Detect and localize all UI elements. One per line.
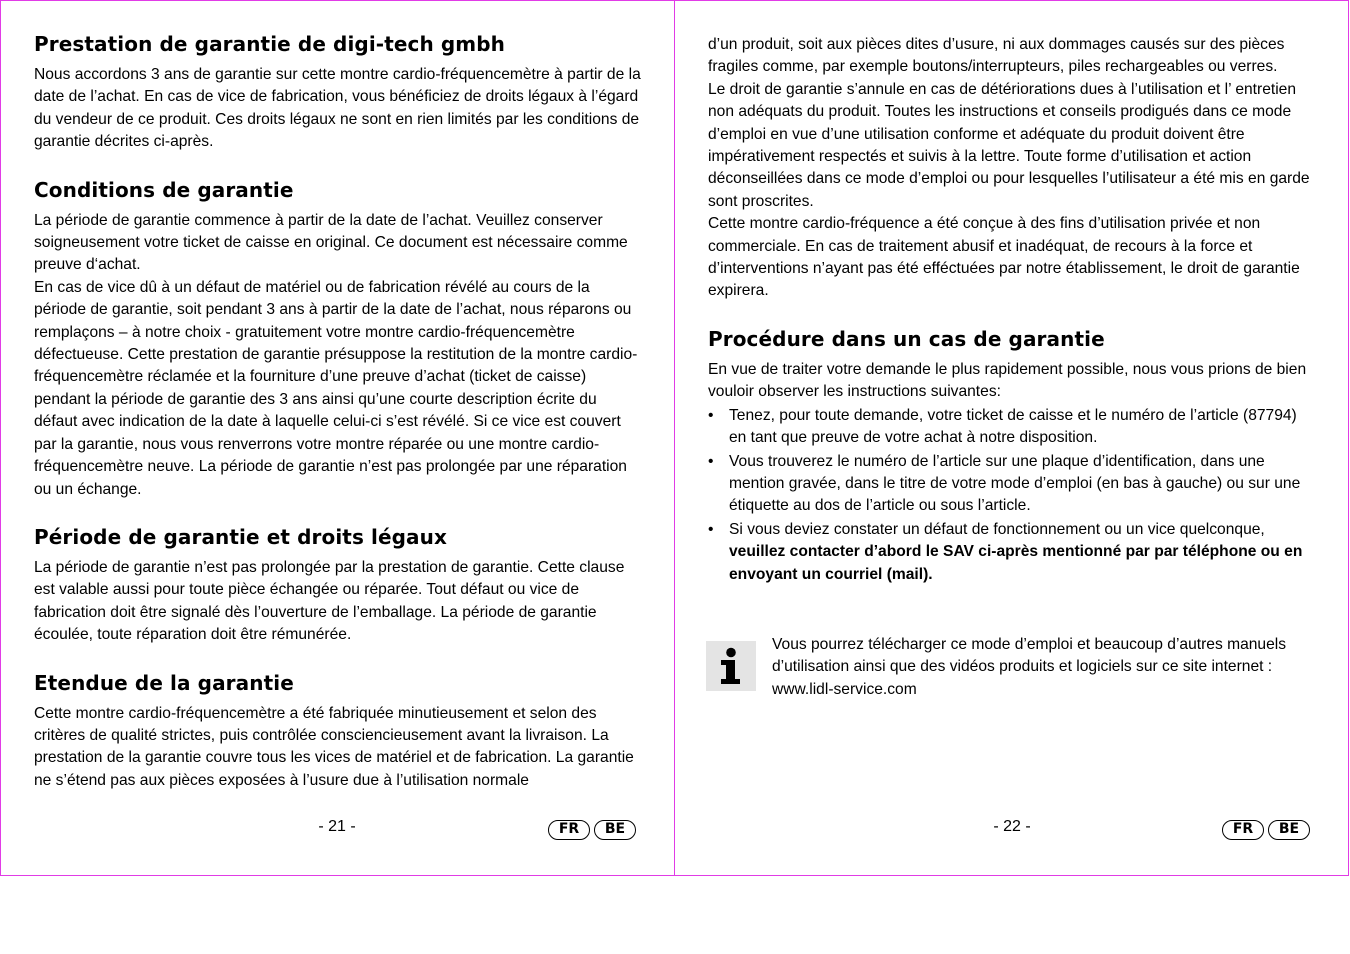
left-page: [0, 0, 674, 876]
section-procedure-garantie: [708, 325, 1318, 586]
bullet-item: [708, 405, 1318, 450]
info-note-url: www.lidl-service.com: [772, 680, 917, 698]
bullet-text: Si vous deviez constater un défaut de fonctionnement ou un vice quelconque,: [729, 520, 1265, 538]
bullet-item: [708, 451, 1318, 518]
info-note: [772, 634, 1332, 701]
country-badge-be: BE: [1268, 820, 1310, 840]
section-paragraph: Le droit de garantie s’annule en cas de détériorations dues à l’utilisation et l’ entretien non adéquats du produit. Toutes les instructions et conseils prodigués dans ce mode d’emploi en vue d’une utilisation conforme et adéquate du produit doivent être impérativement respectés et suivis à la lettre. Toute forme d’utilisation et action déconseillées dans ce mode d’emploi ou pour lesquelles l’utilisateur a été mis en garde sont proscrites.: [708, 80, 1310, 210]
section-paragraph: Cette montre cardio-fréquence a été conçue à des fins d’utilisation privée et non commerciale. En cas de traitement abusif et inadéquat, de recours à la force et d’interventions n’ayant pas été efféctuées par notre établissement, le droit de garantie expirera.: [708, 215, 1300, 300]
left-page-content: [34, 30, 644, 792]
bullet-marker: •: [708, 406, 714, 424]
section-prestation-garantie: [34, 30, 644, 154]
bullet-text: Vous trouverez le numéro de l’article sur une plaque d’identification, dans une mention gravée, dans le titre de votre mode d’emploi (en bas à gauche) ou sur une étiquette au dos de l’article ou sous l’article.: [729, 452, 1301, 515]
section-paragraph: La période de garantie commence à partir de la date de l’achat. Veuillez conserver soigneusement votre ticket de caisse en original. Ce document est nécessaire comme preuve d‘achat.: [34, 211, 628, 274]
section-heading: Conditions de garantie: [34, 177, 294, 202]
bullet-item: [708, 519, 1318, 586]
country-badges: [548, 820, 636, 840]
section-paragraph: Cette montre cardio-fréquencemètre a été fabriquée minutieusement et selon des critères de qualité strictes, puis contrôlée consciencieusement avant la livraison. La prestation de la garantie couvre tous les vices de matériel et de fabrication. La garantie ne s’étend pas aux pièces exposées à l’usure due à l’utilisation normale: [34, 704, 634, 789]
country-badges: [1222, 820, 1310, 840]
info-note-text: Vous pourrez télécharger ce mode d’emploi et beaucoup d’autres manuels d’utilisation ainsi que des vidéos produits et logiciels sur ce site internet :: [772, 636, 1287, 676]
section-heading: Etendue de la garantie: [34, 670, 294, 695]
bullet-text-emphasis: veuillez contacter d’abord le SAV ci-après mentionné par par téléphone ou en envoyant un courriel (mail).: [729, 543, 1303, 583]
country-badge-fr: FR: [1222, 820, 1264, 840]
section-paragraph: La période de garantie n’est pas prolongée par la prestation de garantie. Cette clause est valable aussi pour toute pièce échangée ou réparée. Tout défaut ou vice de fabrication doit être signalé dès l’ouverture de l’emballage. La période de garantie écoulée, toute réparation doit être rémunérée.: [34, 558, 625, 644]
bullet-text: Tenez, pour toute demande, votre ticket de caisse et le numéro de l’article (87794) en tant que preuve de votre achat à notre disposition.: [729, 406, 1297, 447]
bullet-marker: •: [708, 452, 714, 470]
page-number: - 22 -: [993, 818, 1031, 835]
section-etendue-garantie: [34, 669, 644, 793]
section-paragraph: Nous accordons 3 ans de garantie sur cette montre cardio-fréquencemètre à partir de la date de l’achat. En cas de vice de fabrication, vous bénéficiez de droits légaux à l’égard du vendeur de ce produit. Ces droits légaux ne sont en rien limités par les conditions de garantie décrites ci-après.: [34, 66, 641, 151]
section-heading: Procédure dans un cas de garantie: [708, 326, 1105, 351]
country-badge-fr: FR: [548, 820, 590, 840]
section-conditions-garantie: [34, 176, 644, 501]
section-heading: Période de garantie et droits légaux: [34, 524, 447, 549]
procedure-intro: En vue de traiter votre demande le plus rapidement possible, nous vous prions de bien vouloir observer les instructions suivantes:: [708, 360, 1307, 401]
info-icon: [706, 641, 756, 691]
page-number: - 21 -: [318, 818, 356, 835]
country-badge-be: BE: [594, 820, 636, 840]
section-paragraph: En cas de vice dû à un défaut de matériel ou de fabrication révélé au cours de la période de garantie, soit pendant 3 ans à partir de la date de l’achat, nous réparons ou remplaçons – à notre choix - gratuitement votre montre cardio-fréquencemètre défectueuse. Cette prestation de garantie présuppose la restitution de la montre cardio-fréquencemètre réclamée et la fourniture d’une preuve d’achat (ticket de caisse) pendant la période de garantie des 3 ans ainsi qu’une courte description écrite du défaut avec indication de la date à laquelle celui-ci s’est révélé. Si ce vice est couvert par la garantie, nous vous renverrons votre montre réparée ou une montre cardio-fréquencemètre neuve. La période de garantie n’est pas prolongée par une réparation ou un échange.: [34, 278, 638, 498]
right-page: [675, 0, 1349, 876]
procedure-bullet-list: [708, 405, 1318, 586]
section-paragraph: d’un produit, soit aux pièces dites d’usure, ni aux dommages causés sur des pièces fragiles comme, par exemple boutons/interrupteurs, piles rechargeables ou verres.: [708, 36, 1285, 76]
bullet-marker: •: [708, 520, 714, 538]
right-page-content: [708, 34, 1318, 586]
section-heading: Prestation de garantie de digi-tech gmbh: [34, 32, 505, 56]
section-periode-garantie: [34, 523, 644, 647]
section-etendue-continued: [708, 34, 1318, 303]
